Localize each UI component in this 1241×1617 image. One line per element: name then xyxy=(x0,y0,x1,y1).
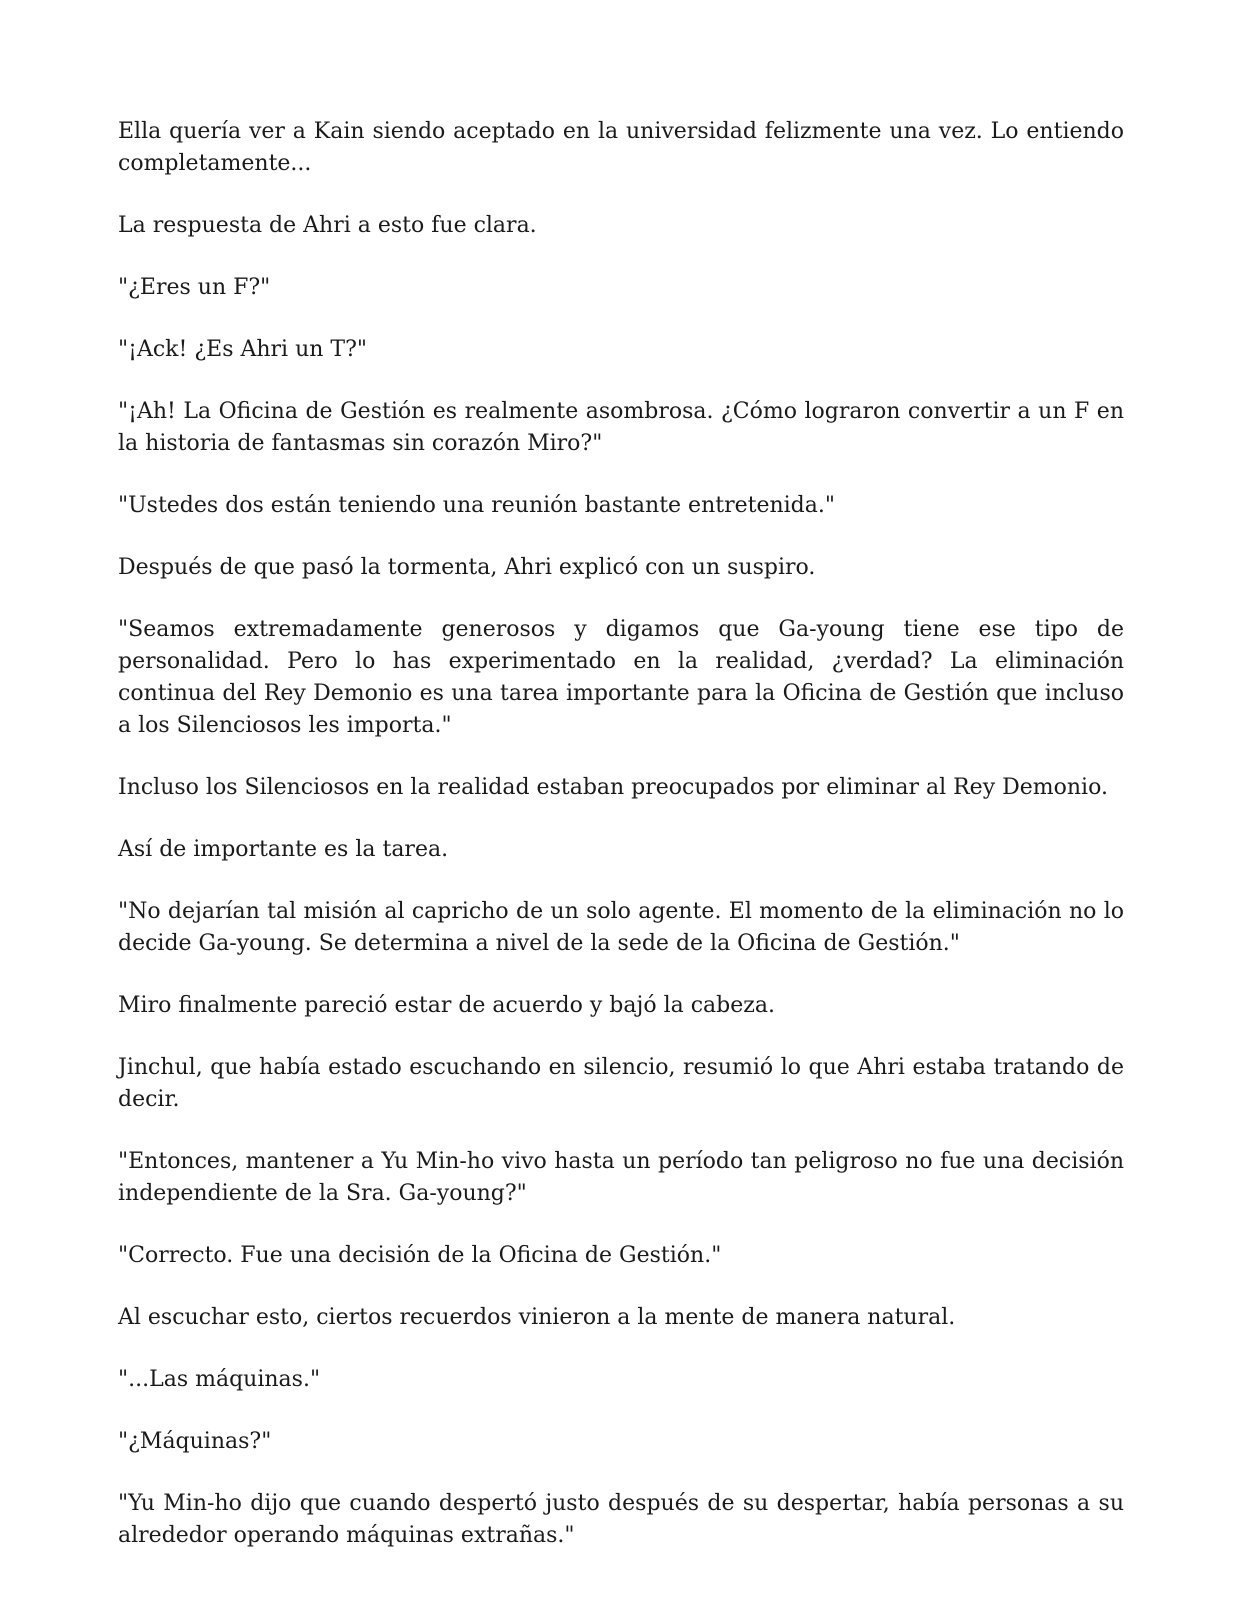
document-body xyxy=(118,116,1124,1582)
paragraph: "¿Eres un F?" xyxy=(118,275,271,300)
paragraph: "...Las máquinas." xyxy=(118,1367,321,1392)
paragraph: Jinchul, que había estado escuchando en silencio, resumió lo que Ahri estaba tratando de decir. xyxy=(118,1055,1124,1112)
paragraph: Así de importante es la tarea. xyxy=(118,837,449,862)
paragraph: La respuesta de Ahri a esto fue clara. xyxy=(118,213,537,238)
paragraph: "¿Máquinas?" xyxy=(118,1429,272,1454)
paragraph: Incluso los Silenciosos en la realidad estaban preocupados por eliminar al Rey Demonio. xyxy=(118,775,1108,800)
paragraph: Después de que pasó la tormenta, Ahri explicó con un suspiro. xyxy=(118,555,816,580)
paragraph: Ella quería ver a Kain siendo aceptado en la universidad felizmente una vez. Lo entiendo completamente... xyxy=(118,119,1124,176)
paragraph: Miro finalmente pareció estar de acuerdo y bajó la cabeza. xyxy=(118,993,775,1018)
paragraph: "¡Ack! ¿Es Ahri un T?" xyxy=(118,337,367,362)
paragraph: "No dejarían tal misión al capricho de un solo agente. El momento de la eliminación no lo decide Ga-young. Se determina a nivel de la sede de la Oficina de Gestión." xyxy=(118,899,1124,956)
paragraph: "Ustedes dos están teniendo una reunión bastante entretenida." xyxy=(118,493,835,518)
paragraph: Al escuchar esto, ciertos recuerdos vinieron a la mente de manera natural. xyxy=(118,1305,956,1330)
paragraph: "¡Ah! La Oficina de Gestión es realmente asombrosa. ¿Cómo lograron convertir a un F en la historia de fantasmas sin corazón Miro?" xyxy=(118,399,1124,456)
paragraph: "Seamos extremadamente generosos y digamos que Ga-young tiene ese tipo de personalidad. Pero lo has experimentado en la realidad, ¿verdad? La eliminación continua del Rey Demonio es una tarea importante para la Oficina de Gestión que incluso a los Silenciosos les importa." xyxy=(118,617,1124,738)
paragraph: "Entonces, mantener a Yu Min-ho vivo hasta un período tan peligroso no fue una decisión independiente de la Sra. Ga-young?" xyxy=(118,1149,1124,1206)
paragraph: "Yu Min-ho dijo que cuando despertó justo después de su despertar, había personas a su alrededor operando máquinas extrañas." xyxy=(118,1491,1124,1548)
paragraph: "Correcto. Fue una decisión de la Oficina de Gestión." xyxy=(118,1243,722,1268)
